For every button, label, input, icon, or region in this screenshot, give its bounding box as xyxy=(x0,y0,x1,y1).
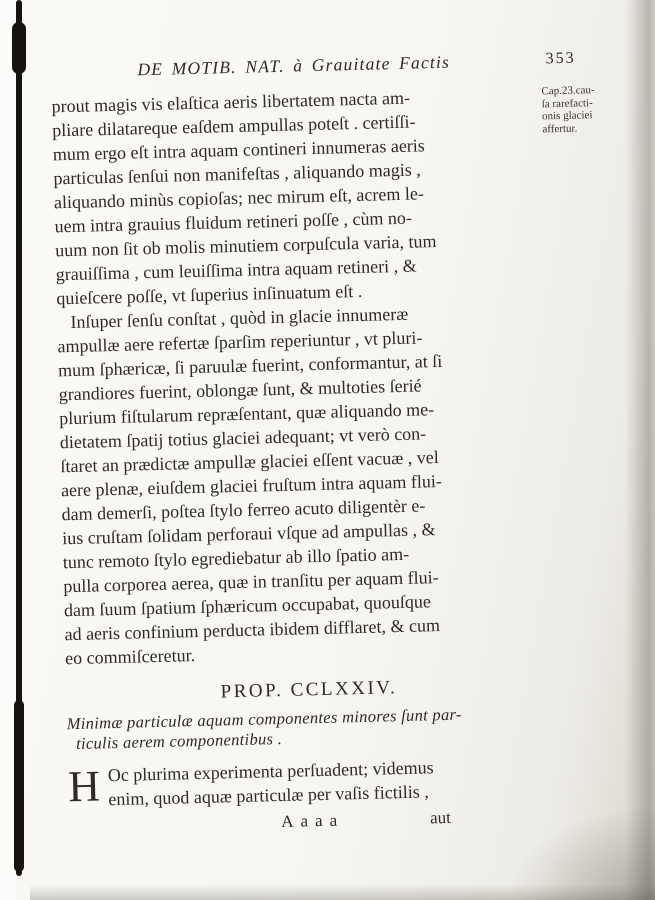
page-number: 353 xyxy=(545,49,576,68)
catchword: aut xyxy=(429,807,452,828)
final-paragraph-text: Oc plurima experimenta perſuadent; videmus enim, quod aquæ particulæ per vaſis fictilis , xyxy=(107,757,434,810)
proposition-heading: PROP. CCLXXIV. xyxy=(220,677,398,703)
binding-shadow-bottom xyxy=(14,700,24,872)
page-header xyxy=(43,48,603,88)
proposition-statement: Minimæ particulæ aquam componentes minores ſunt par- ticulis aerem componentibus . xyxy=(66,704,462,754)
final-paragraph xyxy=(68,752,555,812)
page-content xyxy=(42,44,621,837)
paragraph-2: Inſuper ſenſu conſtat , quòd in glacie innumeræ ampullæ aere refertæ ſparſim reperiuntur , vt pluri- mum ſphæricæ, ſi paruulæ fuerint, conformantur, at ſi grandiores fuerint, oblongæ ſunt, & multoties ſerié plurium fiſtularum repræſentant, quæ aliquando me- dietatem ſpatij totius glaciei adequant; vt verò con- ſtaret an prædictæ ampullæ glaciei eſſent vacuæ , vel aere plenæ, eiuſdem glaciei fruſtum intra aquam flui- dam demerſi, poſtea ſtylo ferreo acuto diligentèr e- ius cruſtam ſolidam perforaui vſque ad ampullas , & tunc remoto ſtylo egrediebatur ab illo ſpatio am- pulla corporea aerea, quæ in tranſitu per aquam flui- dam ſuum ſpatium ſphæricum occupabat, quouſque ad aeris confinium perducta ibidem difflaret, & cum eo commiſceretur. xyxy=(56,303,443,669)
running-title: DE MOTIB. NAT. à Grauitate Factis xyxy=(137,51,451,80)
signature-mark: Aaaa xyxy=(280,810,345,832)
margin-note: Cap.23.cau- ſa rarefacti- onis glaciei affertur. xyxy=(541,84,595,135)
page-left-edge xyxy=(0,0,15,900)
text-column xyxy=(51,83,555,838)
paragraph-1: prout magis vis elaſtica aeris libertatem nacta am- pliare dilatareque eaſdem ampullas poteſt . certiſſi- mum ergo eſt intra aquam contineri innumeras aeris particulas ſenſui non manifeſtas , aliquando magis , aliquando minùs copioſas; nec mirum eſt, acrem le- uem intra grauius fluidum retineri poſſe , cùm no- uum non ſit ob molis minutiem corpuſcula varia, tum grauiſſima , cum leuiſſima intra aquam retineri , & quieſcere poſſe, vt ſuperius inſinuatum eſt . xyxy=(51,87,437,309)
page-right-shadow xyxy=(625,0,655,900)
binding-shadow-top xyxy=(12,22,26,74)
drop-cap-letter: H xyxy=(67,761,101,812)
body-text xyxy=(51,83,551,671)
